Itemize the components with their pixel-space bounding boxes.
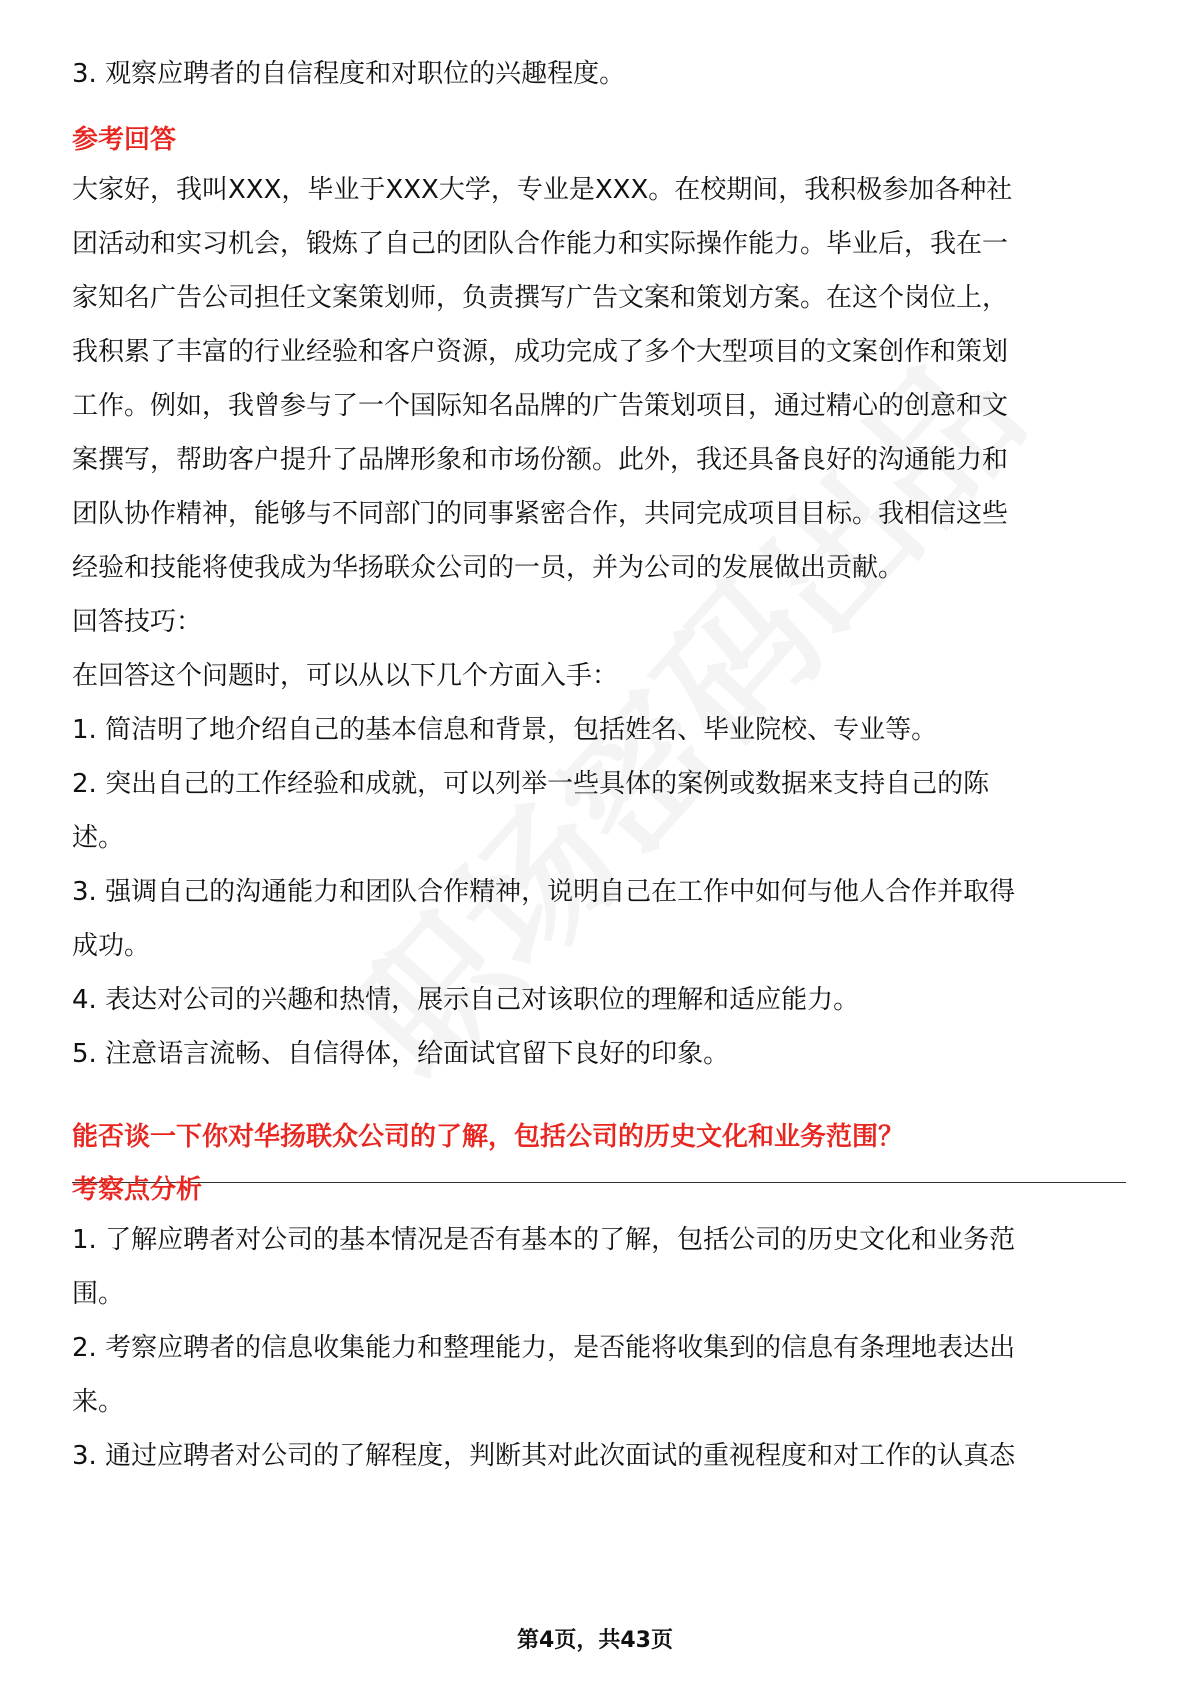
tips-intro: 在回答这个问题时，可以从以下几个方面入手： [72,661,619,691]
answer-line: 我积累了丰富的行业经验和客户资源，成功完成了多个大型项目的文案创作和策划 [72,337,1009,367]
answer-line: 工作。例如，我曾参与了一个国际知名品牌的广告策划项目，通过精心的创意和文 [72,391,1009,421]
analysis-heading: 考察点分析 [72,1175,203,1205]
tip-item: 1. 简洁明了地介绍自己的基本信息和背景，包括姓名、毕业院校、专业等。 [72,715,938,745]
section-divider [72,1182,1126,1183]
tip-item-continued: 成功。 [72,931,151,961]
answer-line: 团活动和实习机会，锻炼了自己的团队合作能力和实际操作能力。毕业后，我在一 [72,229,1009,259]
analysis-item-continued: 围。 [72,1279,125,1309]
analysis-item: 1. 了解应聘者对公司的基本情况是否有基本的了解，包括公司的历史文化和业务范 [72,1225,1016,1255]
assessment-point-3: 3. 观察应聘者的自信程度和对职位的兴趣程度。 [72,59,626,89]
tip-item: 5. 注意语言流畅、自信得体，给面试官留下良好的印象。 [72,1039,730,1069]
page-number: 第4页，共43页 [517,1628,673,1653]
analysis-item: 2. 考察应聘者的信息收集能力和整理能力，是否能将收集到的信息有条理地表达出 [72,1333,1016,1363]
tips-heading: 回答技巧： [72,607,203,637]
answer-line: 经验和技能将使我成为华扬联众公司的一员，并为公司的发展做出贡献。 [72,553,905,583]
analysis-item: 3. 通过应聘者对公司的了解程度，判断其对此次面试的重视程度和对工作的认真态 [72,1441,1016,1471]
question-heading: 能否谈一下你对华扬联众公司的了解，包括公司的历史文化和业务范围？ [72,1122,905,1152]
answer-line: 大家好，我叫XXX，毕业于XXX大学，专业是XXX。在校期间，我积极参加各种社 [72,175,1013,205]
analysis-item-continued: 来。 [72,1387,125,1417]
tip-item: 3. 强调自己的沟通能力和团队合作精神，说明自己在工作中如何与他人合作并取得 [72,877,1016,907]
tip-item-continued: 述。 [72,823,125,853]
reference-answer-heading: 参考回答 [72,125,177,155]
tip-item: 2. 突出自己的工作经验和成就，可以列举一些具体的案例或数据来支持自己的陈 [72,769,990,799]
answer-line: 家知名广告公司担任文案策划师，负责撰写广告文案和策划方案。在这个岗位上， [72,283,1009,313]
answer-line: 案撰写，帮助客户提升了品牌形象和市场份额。此外，我还具备良好的沟通能力和 [72,445,1009,475]
answer-line: 团队协作精神，能够与不同部门的同事紧密合作，共同完成项目目标。我相信这些 [72,499,1009,529]
tip-item: 4. 表达对公司的兴趣和热情，展示自己对该职位的理解和适应能力。 [72,985,860,1015]
